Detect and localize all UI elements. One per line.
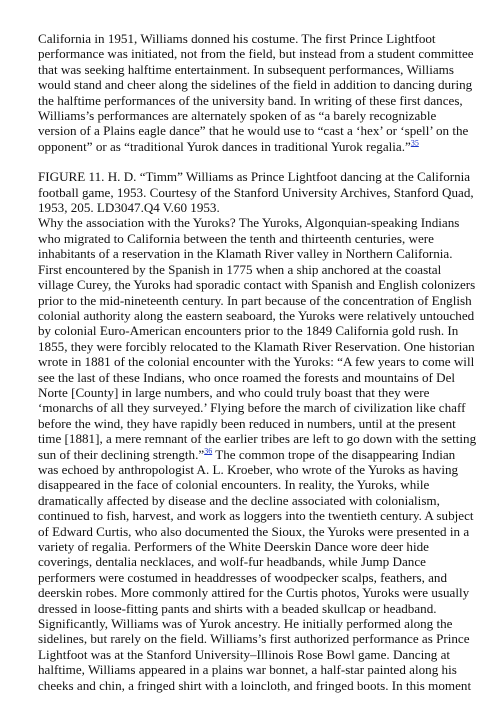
document-page — [38, 31, 478, 693]
paragraph-text: California in 1951, Williams donned his costume. The first Prince Lightfoot performance was initiated, not from the field, but instead from a student committee that was seeking halftime entertainment. In subsequent performances, Williams would stand and cheer along the sidelines of the field in addition to dancing during the halftime performances of the university band. In writing of these first dances, Williams’s performances are alternately spoken of as “a barely recognizable version of a Plains eagle dance” that he would use to “cast a ‘hex’ or ‘spell’ on the opponent” or as “traditional Yurok dances in traditional Yurok regalia.” — [38, 31, 474, 154]
figure-caption: FIGURE 11. H. D. “Timm” Williams as Prince Lightfoot dancing at the California football game, 1953. Courtesy of the Stanford University Archives, Stanford Quad, 1953, 205. LD3047.Q4 V.60 1953. — [38, 169, 474, 216]
body-paragraph — [38, 215, 478, 693]
footnote-marker[interactable] — [204, 446, 212, 455]
paragraph-text: Why the association with the Yuroks? The Yuroks, Algonquian-speaking Indians who migrated to California between the tenth and thirteenth centuries, were inhabitants of a reservation in the Klamath River valley in Northern California. First encountered by the Spanish in 1775 when a ship anchored at the coastal village Curey, the Yuroks had sporadic contact with Spanish and English colonizers prior to the mid-nineteenth century. In part because of the concentration of English colonial authority along the eastern seaboard, the Yuroks were relatively untouched by colonial Euro-American encounters prior to the 1849 California gold rush. In 1855, they were forcibly relocated to the Klamath River Reservation. One historian wrote in 1881 of the colonial encounter with the Yuroks: “A few years to come will see the last of these Indians, who once roamed the forests and mountains of Del Norte [County] in large numbers, and who could truly boast that they were ‘monarchs of all they surveyed.’ Flying before the march of civilization like chaff before the wind, they have rapidly been reduced in numbers, until at the present time [1881], a mere remnant of the earlier tribes are left to go down with the setting sun of their declining strength.” — [38, 215, 477, 462]
footnote-link[interactable]: 36 — [204, 446, 213, 456]
footnote-marker[interactable] — [411, 138, 419, 147]
paragraph-text: The common trope of the disappearing Indian was echoed by anthropologist A. L. Kroeber, who wrote of the Yuroks as having disappeared in the face of colonial encounters. In reality, the Yuroks, while dramatically affected by disease and the decline associated with colonialism, continued to fish, harvest, and work as loggers into the twentieth century. A subject of Edward Curtis, who also documented the Sioux, the Yuroks were presented in a variety of regalia. Performers of the White Deerskin Dance wore deer hide coverings, dentalia necklaces, and wolf-fur headbands, while Jump Dance performers were costumed in headdresses of woodpecker scalps, feathers, and deerskin robes. More commonly attired for the Curtis photos, Yuroks were usually dressed in loose-fitting pants and shirts with a beaded skullcap or headband. Significantly, Williams was of Yurok ancestry. He initially performed along the sidelines, but rarely on the field. Williams’s first authorized performance as Prince Lightfoot was at the Stanford University–Illinois Rose Bowl game. Dancing at halftime, Williams appeared in a plains war bonnet, a half-star painted along his cheeks and chin, a fringed shirt with a loincloth, and fringed boots. In this moment — [38, 446, 474, 693]
body-paragraph — [38, 31, 478, 154]
footnote-link[interactable]: 35 — [410, 138, 419, 148]
paragraph-spacer — [38, 154, 478, 169]
